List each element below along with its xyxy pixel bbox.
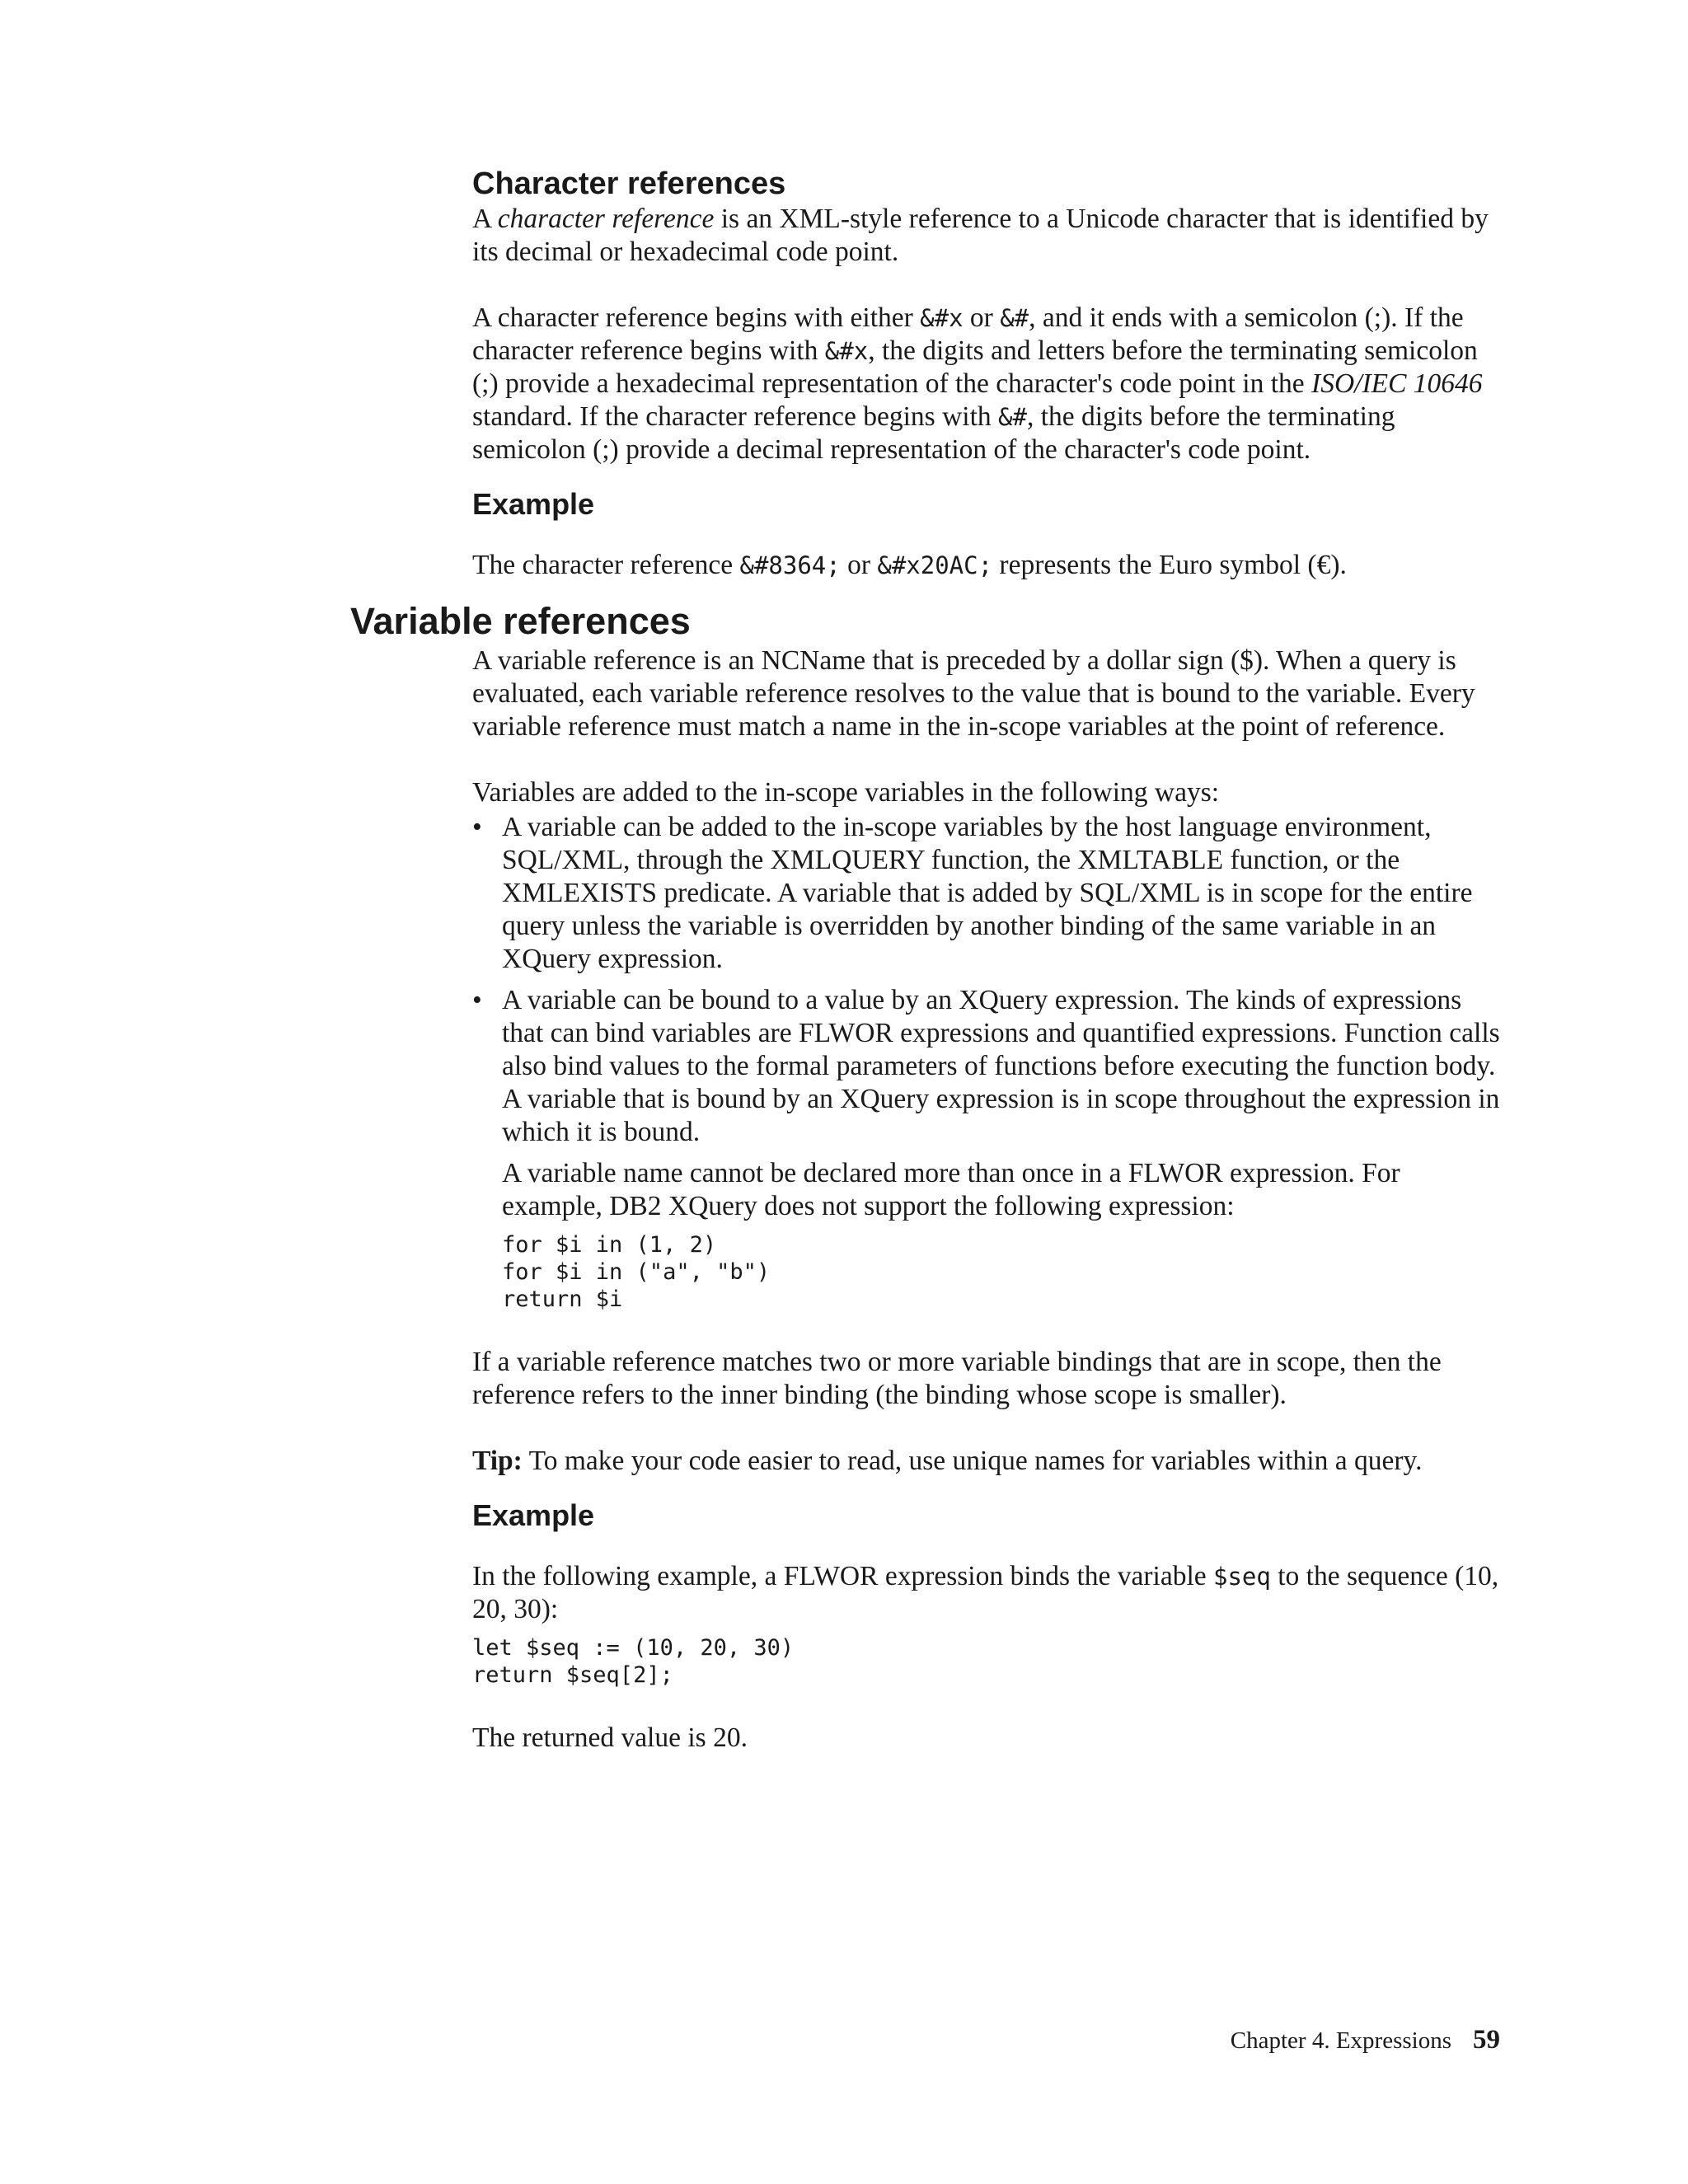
list-item: • A variable can be added to the in-scope variables by the host language environment, SQL/XML, through the XMLQUERY function, the XMLTABLE function, or the XMLEXISTS predicate. A variable that is added by SQL/XML is in scope for the entire query unless the variable is overridden by another binding of the same variable in an XQuery expression.	[472, 812, 1473, 974]
bullet-list	[472, 811, 1503, 1313]
page-footer	[1231, 2025, 1500, 2055]
section-heading-character-references: Character references	[472, 166, 786, 201]
paragraph: A character reference begins with either &#x or &#, and it ends with a semicolon (;). If the character reference begins with &#x, the digits and letters before the terminating semicolon (;) provide a hexadecimal representation of the character's code point in the ISO/IEC 10646 standard. If the character reference begins with &#, the digits before the terminating semicolon (;) provide a decimal representation of the character's code point.	[472, 302, 1483, 465]
page-number: 59	[1473, 2025, 1500, 2055]
example-heading: Example	[472, 1498, 595, 1532]
section-heading-variable-references: Variable references	[350, 600, 691, 642]
tip: Tip: To make your code easier to read, use unique names for variables within a query.	[472, 1446, 1423, 1476]
example-heading: Example	[472, 487, 595, 521]
paragraph: In the following example, a FLWOR expression binds the variable $seq to the sequence (10, 20, 30):	[472, 1561, 1499, 1624]
paragraph: The returned value is 20.	[472, 1722, 748, 1753]
paragraph: The character reference &#8364; or &#x20AC; represents the Euro symbol (€).	[472, 550, 1347, 580]
list-item: • A variable can be bound to a value by an XQuery expression. The kinds of expressions that can bind variables are FLWOR expressions and quantified expressions. Function calls also bind values to the formal parameters of functions before executing the function body. A variable that is bound by an XQuery expression is in scope throughout the expression in which it is bound. A variable name cannot be declared more than once in a FLWOR expression. For example, DB2 XQuery does not support the following expression: for $i in (1, 2) for $i in ("a", "b") return $i	[472, 984, 1503, 1313]
code-block: let $seq := (10, 20, 30) return $seq[2];	[472, 1635, 795, 1688]
chapter-label: Chapter 4. Expressions	[1230, 2027, 1451, 2054]
list-item-note: A variable name cannot be declared more than once in a FLWOR expression. For example, DB2 XQuery does not support the following expression:	[502, 1158, 1400, 1221]
paragraph: Variables are added to the in-scope variables in the following ways:	[472, 777, 1220, 808]
paragraph: A variable reference is an NCName that is preceded by a dollar sign ($). When a query is evaluated, each variable reference resolves to the value that is bound to the variable. Every variable reference must match a name in the in-scope variables at the point of reference.	[472, 645, 1475, 742]
code-block: for $i in (1, 2) for $i in ("a", "b") return $i	[502, 1232, 771, 1312]
page-content	[350, 165, 1503, 1755]
paragraph: A character reference is an XML-style reference to a Unicode character that is identified by its decimal or hexadecimal code point.	[472, 204, 1489, 267]
paragraph: If a variable reference matches two or more variable bindings that are in scope, then the reference refers to the inner binding (the binding whose scope is smaller).	[472, 1347, 1442, 1410]
